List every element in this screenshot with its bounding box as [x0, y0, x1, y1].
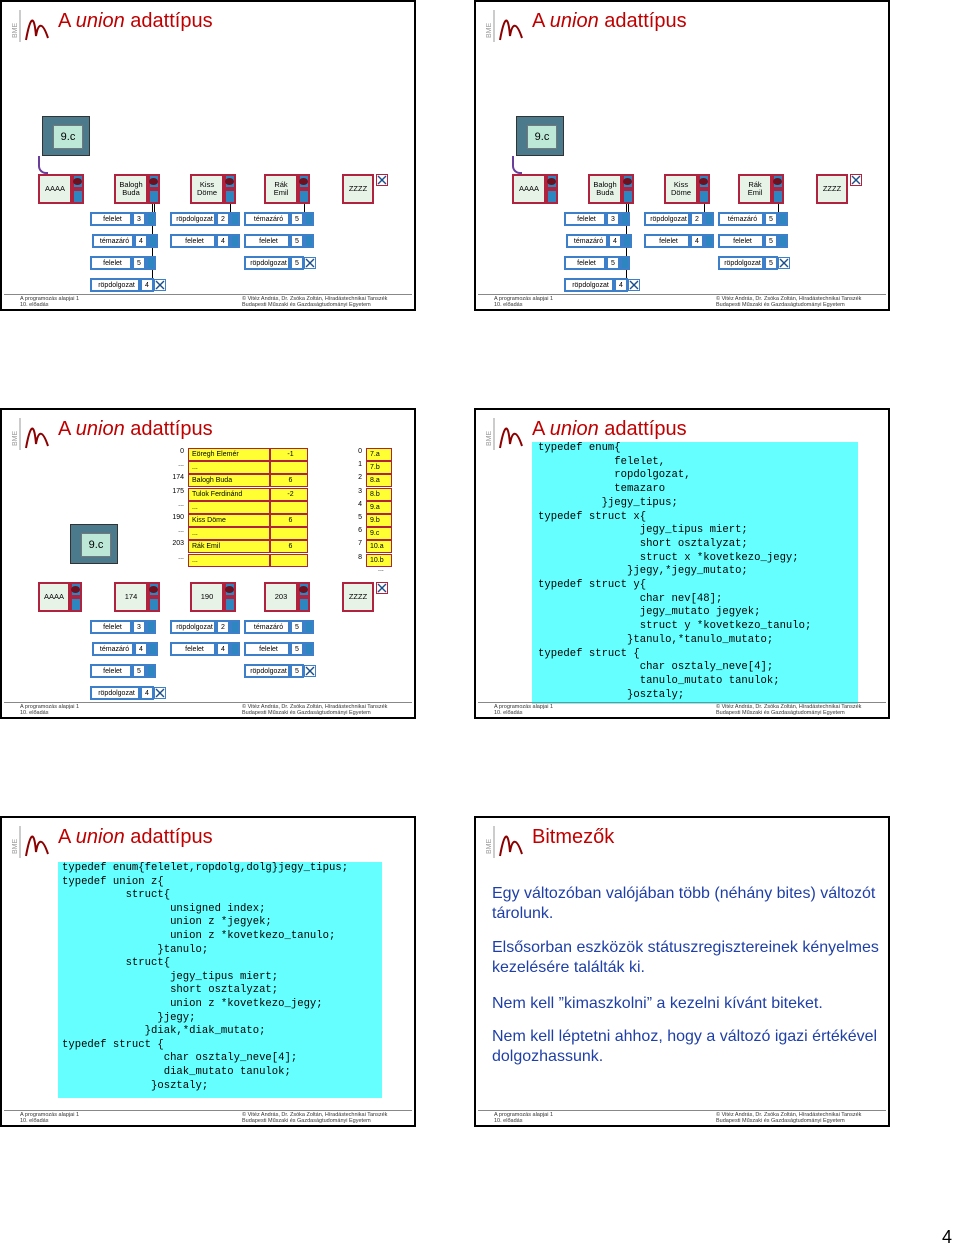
bme-logo: [8, 824, 54, 860]
slide-6: [474, 816, 890, 1127]
slide-5: [0, 816, 416, 1127]
next-grade-pointer: [304, 234, 314, 248]
slide-title: A union adattípus: [58, 418, 213, 440]
grade-type-cell: felelet: [564, 212, 606, 226]
root-label: 9.c: [53, 125, 83, 149]
root-node: [42, 116, 90, 156]
pointer-dot-icon: [623, 178, 632, 185]
grade-value-cell: 4: [140, 278, 154, 292]
grade-value-cell: 4: [134, 234, 148, 248]
grade-pointer-cell: [148, 597, 160, 612]
grade-value-cell: 3: [606, 212, 620, 226]
grade-pointer-cell: [72, 189, 84, 204]
student-name-cell: ...: [188, 527, 270, 540]
grade-type-cell: témazáró: [92, 642, 134, 656]
pointer-dot-icon: [225, 178, 234, 185]
slide-footer: A programozás alapjai 1 10. előadás © Vitéz András, Dr. Zsóka Zoltán, Híradástechnikai Tanszék Budapesti Műszaki és Gazdaságtudományi Egyetem: [20, 704, 388, 716]
student-node: Kiss Döme: [664, 174, 698, 204]
grade-type-cell: témazáró: [718, 212, 764, 226]
slide-2: [474, 0, 890, 311]
class-name-cell: 9.b: [366, 514, 392, 527]
grade-pointer-cell: [772, 189, 784, 204]
pointer-arrow: [626, 270, 627, 278]
grade-type-cell: felelet: [244, 642, 290, 656]
grade-type-cell: felelet: [90, 256, 132, 270]
class-more: ...: [378, 566, 384, 573]
grade-value-cell: 4: [216, 234, 230, 248]
student-node: AAAA: [38, 582, 70, 612]
grade-value-cell: 5: [132, 664, 146, 678]
student-link-cell: [270, 527, 308, 540]
grade-value-cell: 5: [606, 256, 620, 270]
class-index: 3: [358, 487, 362, 495]
student-name-cell: ...: [188, 554, 270, 567]
grade-type-cell: felelet: [564, 256, 606, 270]
next-grade-pointer: [304, 620, 314, 634]
root-node: [70, 524, 118, 564]
student-name-cell: Rák Emil: [188, 540, 270, 553]
null-pointer-icon: [154, 687, 166, 699]
pointer-dot-icon: [149, 178, 158, 185]
svg-text:BME: BME: [486, 838, 493, 854]
svg-text:BME: BME: [486, 430, 493, 446]
student-link-cell: -2: [270, 488, 308, 501]
grade-type-cell: röpdolgozat: [564, 278, 614, 292]
grade-type-cell: felelet: [170, 642, 216, 656]
grade-value-cell: 4: [608, 234, 622, 248]
pointer-arrow: [626, 248, 627, 256]
slide-footer: A programozás alapjai 1 10. előadás © Vitéz András, Dr. Zsóka Zoltán, Híradástechnikai Tanszék Budapesti Műszaki és Gazdaságtudományi Egyetem: [494, 296, 862, 308]
grade-value-cell: 5: [764, 256, 778, 270]
root-label: 9.c: [527, 125, 557, 149]
next-grade-pointer: [148, 234, 158, 248]
student-index: ...: [178, 527, 184, 535]
null-pointer-icon: [376, 582, 388, 594]
student-link-cell: [270, 461, 308, 474]
next-grade-pointer: [146, 212, 156, 226]
grade-type-cell: témazáró: [566, 234, 608, 248]
grade-type-cell: felelet: [244, 234, 290, 248]
student-link-cell: 6: [270, 540, 308, 553]
grade-value-cell: 5: [132, 256, 146, 270]
student-link-cell: 6: [270, 474, 308, 487]
svg-text:BME: BME: [486, 22, 493, 38]
class-index: 5: [358, 514, 362, 521]
next-grade-pointer: [230, 234, 240, 248]
grade-value-cell: 5: [764, 234, 778, 248]
slide-title: A union adattípus: [58, 10, 213, 32]
grade-type-cell: röpdolgozat: [90, 278, 140, 292]
svg-text:BME: BME: [12, 430, 19, 446]
grade-type-cell: röpdolgozat: [644, 212, 690, 226]
grade-type-cell: témazáró: [244, 620, 290, 634]
student-node: Rák Emil: [738, 174, 772, 204]
grade-type-cell: röpdolgozat: [244, 256, 290, 270]
svg-text:BME: BME: [12, 22, 19, 38]
null-pointer-icon: [778, 257, 790, 269]
grade-pointer-cell: [698, 189, 710, 204]
slide-1: [0, 0, 416, 311]
grade-pointer-cell: [298, 597, 310, 612]
slide-footer: A programozás alapjai 1 10. előadás © Vitéz András, Dr. Zsóka Zoltán, Híradástechnikai Tanszék Budapesti Műszaki és Gazdaságtudományi Egyetem: [494, 704, 862, 716]
pointer-arrow: [152, 226, 153, 234]
pointer-dot-icon: [547, 178, 556, 185]
grade-pointer-cell: [622, 189, 634, 204]
grade-value-cell: 5: [764, 212, 778, 226]
grade-value-cell: 3: [132, 212, 146, 226]
grade-value-cell: 5: [290, 212, 304, 226]
pointer-arrow: [778, 204, 779, 212]
slide-title: A union adattípus: [58, 826, 213, 848]
class-index: 6: [358, 527, 362, 535]
slide-footer: A programozás alapjai 1 10. előadás © Vitéz András, Dr. Zsóka Zoltán, Híradástechnikai Tanszék Budapesti Műszaki és Gazdaságtudományi Egyetem: [20, 1112, 388, 1124]
class-name-cell: 7.b: [366, 461, 392, 474]
slide-footer: A programozás alapjai 1 10. előadás © Vitéz András, Dr. Zsóka Zoltán, Híradástechnikai Tanszék Budapesti Műszaki és Gazdaságtudományi Egyetem: [494, 1112, 862, 1124]
class-index: 4: [358, 500, 362, 508]
next-grade-pointer: [146, 256, 156, 270]
class-index: 8: [358, 553, 362, 561]
grade-pointer-cell: [70, 597, 82, 612]
class-name-cell: 9.a: [366, 501, 392, 514]
student-name-cell: ...: [188, 501, 270, 514]
pointer-dot-icon: [299, 586, 308, 593]
bme-logo: [8, 416, 54, 452]
grade-type-cell: témazáró: [244, 212, 290, 226]
pointer-arrow: [704, 204, 705, 212]
bitfield-point-4: Nem kell léptetni ahhoz, hogy a változó igazi értékével dolgozhassunk.: [492, 1028, 878, 1065]
grade-type-cell: felelet: [170, 234, 216, 248]
student-node: ZZZZ: [816, 174, 848, 204]
pointer-arrow: [152, 270, 153, 278]
null-pointer-icon: [628, 279, 640, 291]
slide-3: [0, 408, 416, 719]
class-index: 1: [358, 461, 362, 469]
grade-value-cell: 4: [216, 642, 230, 656]
class-name-cell: 10.b: [366, 554, 392, 567]
pointer-arrow: [628, 204, 629, 212]
null-pointer-icon: [850, 174, 862, 186]
grade-type-cell: röpdolgozat: [170, 212, 216, 226]
next-grade-pointer: [230, 212, 240, 226]
class-name-cell: 7.a: [366, 448, 392, 461]
next-grade-pointer: [704, 234, 714, 248]
grade-value-cell: 5: [290, 664, 304, 678]
grade-type-cell: felelet: [90, 620, 132, 634]
pointer-arrow: [154, 204, 155, 212]
student-name-cell: Balogh Buda: [188, 474, 270, 487]
grade-value-cell: 4: [690, 234, 704, 248]
root-pointer: [512, 156, 522, 174]
grade-value-cell: 4: [140, 686, 154, 700]
slide-title: A union adattípus: [532, 418, 687, 440]
grade-pointer-cell: [148, 189, 160, 204]
student-node: AAAA: [38, 174, 72, 204]
pointer-arrow: [152, 204, 153, 212]
grade-value-cell: 2: [216, 212, 230, 226]
grade-value-cell: 5: [290, 642, 304, 656]
class-name-cell: 10.a: [366, 540, 392, 553]
pointer-dot-icon: [73, 178, 82, 185]
class-index: 0: [358, 448, 362, 455]
bme-logo: [482, 416, 528, 452]
class-index: 2: [358, 474, 362, 482]
pointer-arrow: [626, 226, 627, 234]
student-link-cell: 6: [270, 514, 308, 527]
student-link-cell: [270, 501, 308, 514]
student-node: 174: [114, 582, 148, 612]
next-grade-pointer: [304, 212, 314, 226]
student-node: Kiss Döme: [190, 174, 224, 204]
pointer-arrow: [304, 204, 305, 212]
bitfield-point-1: Egy változóban valójában több (néhány bites) változót tárolunk.: [492, 885, 876, 922]
grade-pointer-cell: [298, 189, 310, 204]
pointer-dot-icon: [225, 586, 234, 593]
student-index: 190: [172, 514, 184, 521]
slide-4: [474, 408, 890, 719]
grade-type-cell: röpdolgozat: [244, 664, 290, 678]
pointer-dot-icon: [299, 178, 308, 185]
page-number: 4: [941, 1227, 952, 1247]
next-grade-pointer: [146, 620, 156, 634]
student-name-cell: Tulok Ferdinánd: [188, 488, 270, 501]
student-name-cell: Eöregh Elemér: [188, 448, 270, 461]
student-node: Rák Emil: [264, 174, 298, 204]
next-grade-pointer: [148, 642, 158, 656]
null-pointer-icon: [304, 257, 316, 269]
pointer-arrow: [230, 204, 231, 212]
student-name-cell: ...: [188, 461, 270, 474]
bme-logo: [482, 824, 528, 860]
bme-logo: [8, 8, 54, 44]
grade-value-cell: 5: [290, 234, 304, 248]
next-grade-pointer: [778, 234, 788, 248]
student-index: 175: [172, 487, 184, 495]
slide-title: A union adattípus: [532, 10, 687, 32]
student-node: Balogh Buda: [588, 174, 622, 204]
grade-value-cell: 2: [690, 212, 704, 226]
student-node: ZZZZ: [342, 582, 374, 612]
student-index: ...: [178, 553, 184, 561]
slide-title: Bitmezők: [532, 826, 615, 848]
student-node: AAAA: [512, 174, 546, 204]
student-index: 0: [180, 448, 184, 455]
grade-pointer-cell: [224, 597, 236, 612]
grade-type-cell: röpdolgozat: [90, 686, 140, 700]
grade-type-cell: felelet: [90, 664, 132, 678]
pointer-dot-icon: [71, 586, 80, 593]
grade-pointer-cell: [224, 189, 236, 204]
student-index: 174: [172, 474, 184, 482]
class-name-cell: 8.a: [366, 474, 392, 487]
null-pointer-icon: [304, 665, 316, 677]
student-index: ...: [178, 500, 184, 508]
root-node: [516, 116, 564, 156]
root-label: 9.c: [81, 533, 111, 557]
student-link-cell: [270, 554, 308, 567]
grade-value-cell: 4: [134, 642, 148, 656]
grade-value-cell: 3: [132, 620, 146, 634]
pointer-dot-icon: [149, 586, 158, 593]
grade-type-cell: röpdolgozat: [718, 256, 764, 270]
next-grade-pointer: [230, 620, 240, 634]
null-pointer-icon: [154, 279, 166, 291]
class-index: 7: [358, 540, 362, 548]
student-node: ZZZZ: [342, 174, 374, 204]
svg-text:BME: BME: [12, 838, 19, 854]
next-grade-pointer: [778, 212, 788, 226]
grade-type-cell: röpdolgozat: [170, 620, 216, 634]
class-name-cell: 8.b: [366, 488, 392, 501]
grade-type-cell: felelet: [90, 212, 132, 226]
grade-value-cell: 5: [290, 256, 304, 270]
null-pointer-icon: [376, 174, 388, 186]
student-node: 203: [264, 582, 298, 612]
student-index: 203: [172, 540, 184, 548]
next-grade-pointer: [230, 642, 240, 656]
next-grade-pointer: [146, 664, 156, 678]
pointer-arrow: [152, 248, 153, 256]
root-pointer: [38, 156, 48, 174]
student-node: 190: [190, 582, 224, 612]
code-block: typedef enum{felelet,ropdolg,dolg}jegy_tipus; typedef union z{ struct{ unsigned index; union z *jegyek; union z *kovetkezo_tanulo; }tanulo; struct{ jegy_tipus miert; short osztalyzat; union z *kovetkezo_jegy; }jegy; }diak,*diak_mutato; typedef struct { char osztaly_neve[4]; diak_mutato tanulok; }osztaly;: [58, 862, 382, 1098]
next-grade-pointer: [620, 212, 630, 226]
grade-type-cell: témazáró: [92, 234, 134, 248]
student-name-cell: Kiss Döme: [188, 514, 270, 527]
slide-footer: A programozás alapjai 1 10. előadás © Vitéz András, Dr. Zsóka Zoltán, Híradástechnikai Tanszék Budapesti Műszaki és Gazdaságtudományi Egyetem: [20, 296, 388, 308]
grade-pointer-cell: [546, 189, 558, 204]
pointer-arrow: [626, 204, 627, 212]
class-name-cell: 9.c: [366, 527, 392, 540]
student-index: ...: [178, 461, 184, 469]
bitfield-point-2: Elsősorban eszközök státuszregisztereinek kényelmes kezelésére találták ki.: [492, 939, 879, 976]
student-node: Balogh Buda: [114, 174, 148, 204]
grade-type-cell: felelet: [644, 234, 690, 248]
next-grade-pointer: [704, 212, 714, 226]
pointer-dot-icon: [699, 178, 708, 185]
grade-value-cell: 2: [216, 620, 230, 634]
bitfield-point-3: Nem kell ”kimaszkolni” a kezelni kívánt biteket.: [492, 995, 823, 1012]
grade-value-cell: 5: [290, 620, 304, 634]
bme-logo: [482, 8, 528, 44]
student-link-cell: -1: [270, 448, 308, 461]
next-grade-pointer: [620, 256, 630, 270]
grade-value-cell: 4: [614, 278, 628, 292]
next-grade-pointer: [304, 642, 314, 656]
pointer-dot-icon: [773, 178, 782, 185]
code-block: typedef enum{ felelet, ropdolgozat, temazaro }jegy_tipus; typedef struct x{ jegy_tipus miert; short osztalyzat; struct x *kovetkezo_jegy; }jegy,*jegy_mutato; typedef struct y{ char nev[48]; jegy_mutato jegyek; struct y *kovetkezo_tanulo; }tanulo,*tanulo_mutato; typedef struct { char osztaly_neve[4]; tanulo_mutato tanulok; }osztaly;: [532, 442, 858, 704]
grade-type-cell: felelet: [718, 234, 764, 248]
next-grade-pointer: [622, 234, 632, 248]
